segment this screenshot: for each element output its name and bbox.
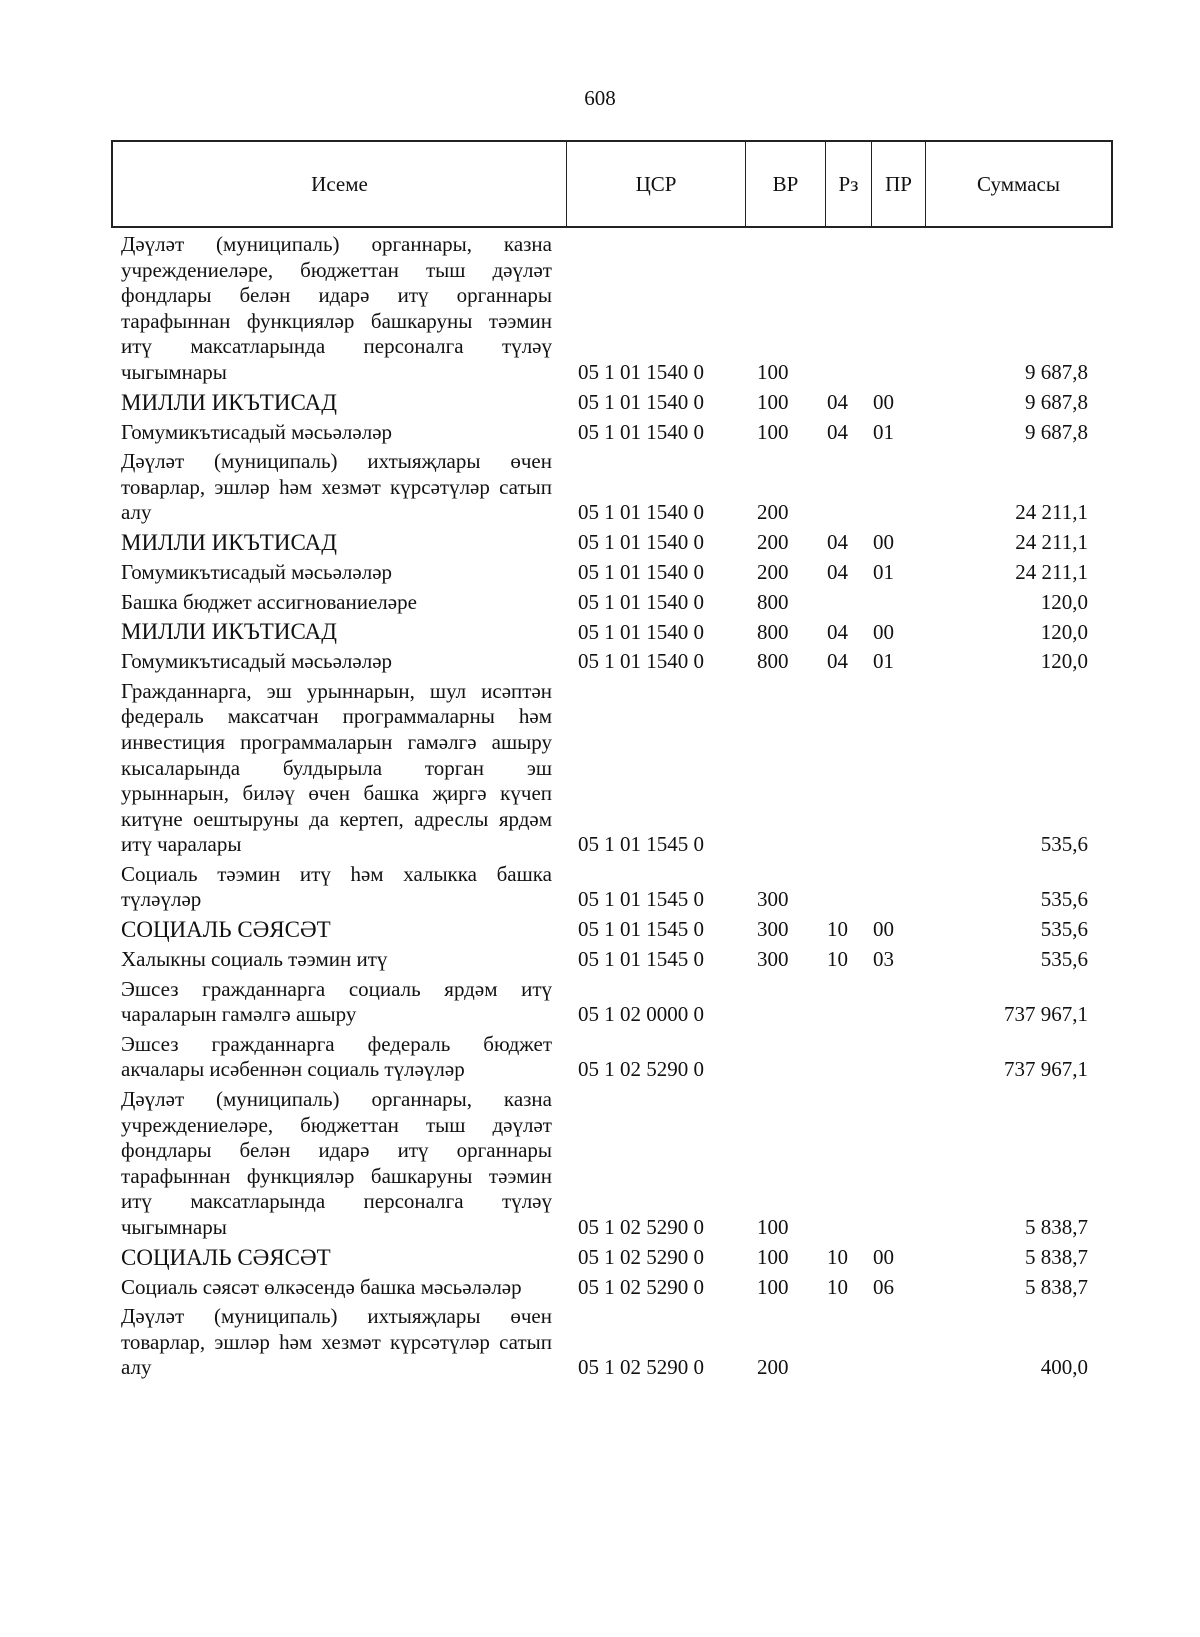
row-pr: 03: [873, 947, 894, 972]
table-row: [0, 1083, 1200, 1241]
row-vr: 200: [757, 1355, 789, 1380]
row-name: Гражданнарга, эш урыннарын, шул исәптән федераль максатчан программаларны һәм инвестиция программаларын гамәлгә ашыру кысаларында булдырыла торган эш урыннарын, биләү өчен башка җиргә күчеп китүне оештыруны да кертеп, адреслы ярдәм итү чаралары: [121, 678, 552, 857]
table-row: [0, 386, 1200, 416]
row-name: Эшсез гражданнарга социаль ярдәм итү чараларын гамәлгә ашыру: [121, 976, 552, 1027]
row-rz: 04: [827, 619, 848, 644]
row-pr: 00: [873, 917, 894, 942]
row-rz: 04: [827, 559, 848, 584]
header-name: Исеме: [113, 142, 567, 226]
header-rz: Рз: [826, 142, 872, 226]
row-pr: 01: [873, 419, 894, 444]
row-sum: 9 687,8: [1025, 419, 1088, 444]
table-row: [0, 586, 1200, 616]
row-sum: 120,0: [1040, 649, 1088, 674]
row-name: СОЦИАЛЬ СӘЯСӘТ: [121, 917, 331, 943]
row-name: Башка бюджет ассигнованиеләре: [121, 589, 417, 614]
table-row: [0, 228, 1200, 386]
row-sum: 24 211,1: [1015, 559, 1088, 584]
table-row: [0, 858, 1200, 913]
row-vr: 200: [757, 500, 789, 525]
row-vr: 300: [757, 917, 789, 942]
row-name: Халыкны социаль тәэмин итү: [121, 947, 388, 972]
row-sum: 24 211,1: [1015, 500, 1088, 525]
table-header: [111, 140, 1113, 228]
table-row: [0, 526, 1200, 556]
row-name: Эшсез гражданнарга федераль бюджет акчалары исәбеннән социаль түләүләр: [121, 1031, 552, 1082]
row-rz: 10: [827, 917, 848, 942]
row-vr: 100: [757, 419, 789, 444]
row-vr: 100: [757, 1245, 789, 1269]
row-csr: 05 1 02 5290 0: [578, 1215, 704, 1239]
row-csr: 05 1 01 1540 0: [578, 530, 704, 555]
row-rz: 04: [827, 649, 848, 674]
row-sum: 737 967,1: [1004, 1057, 1088, 1082]
row-pr: 01: [873, 649, 894, 674]
row-vr: 100: [757, 1274, 789, 1299]
row-pr: 00: [873, 1245, 894, 1269]
table-row: [0, 675, 1200, 858]
row-sum: 535,6: [1040, 832, 1088, 857]
table-row: [0, 645, 1200, 675]
row-pr: 00: [873, 619, 894, 644]
row-name: Гомумикътисадый мәсьәләләр: [121, 419, 393, 444]
row-sum: 5 838,7: [1025, 1274, 1088, 1299]
header-sum: Суммасы: [977, 171, 1060, 196]
row-sum: 535,6: [1040, 947, 1088, 972]
table-body: [0, 228, 1200, 1381]
row-vr: 300: [757, 947, 789, 972]
row-name: Дәүләт (муниципаль) ихтыяҗлары өчен товарлар, эшләр һәм хезмәт күрсәтүләр сатып алу: [121, 449, 552, 525]
table-row: [0, 416, 1200, 446]
row-name: СОЦИАЛЬ СӘЯСӘТ: [121, 1244, 331, 1270]
row-csr: 05 1 02 5290 0: [578, 1245, 704, 1269]
row-sum: 9 687,8: [1025, 389, 1088, 414]
row-pr: 00: [873, 389, 894, 414]
row-csr: 05 1 01 1545 0: [578, 832, 704, 857]
row-rz: 04: [827, 389, 848, 414]
row-pr: 06: [873, 1274, 894, 1299]
row-name: Дәүләт (муниципаль) органнары, казна учреждениеләре, бюджеттан тыш дәүләт фондлары белән идарә итү органнары тарафыннан функцияләр башкаруны тәэмин итү максатларында персоналга түләү чыгымнары: [121, 232, 552, 384]
row-csr: 05 1 01 1540 0: [578, 500, 704, 525]
row-sum: 737 967,1: [1004, 1002, 1088, 1027]
row-name: Социаль тәэмин итү һәм халыкка башка түләүләр: [121, 861, 552, 912]
row-csr: 05 1 01 1540 0: [578, 389, 704, 414]
row-vr: 100: [757, 389, 789, 414]
table-row: [0, 445, 1200, 526]
row-csr: 05 1 01 1540 0: [578, 359, 704, 384]
row-sum: 535,6: [1040, 887, 1088, 912]
table-row: [0, 1028, 1200, 1083]
table-row: [0, 615, 1200, 645]
table-row: [0, 1300, 1200, 1381]
row-name: МИЛЛИ ИКЪТИСАД: [121, 389, 337, 415]
row-name: Дәүләт (муниципаль) органнары, казна учреждениеләре, бюджеттан тыш дәүләт фондлары белән идарә итү органнары тарафыннан функцияләр башкаруны тәэмин итү максатларында персоналга түләү чыгымнары: [121, 1087, 552, 1239]
row-name: Гомумикътисадый мәсьәләләр: [121, 559, 393, 584]
row-rz: 10: [827, 947, 848, 972]
row-sum: 9 687,8: [1025, 359, 1088, 384]
row-sum: 5 838,7: [1025, 1215, 1088, 1239]
row-sum: 24 211,1: [1015, 530, 1088, 555]
row-csr: 05 1 02 5290 0: [578, 1274, 704, 1299]
page-number: 608: [584, 86, 616, 110]
row-csr: 05 1 01 1545 0: [578, 947, 704, 972]
row-name: Социаль сәясәт өлкәсендә башка мәсьәләләр: [121, 1274, 522, 1299]
row-name: МИЛЛИ ИКЪТИСАД: [121, 619, 337, 645]
row-sum: 120,0: [1040, 589, 1088, 614]
row-rz: 10: [827, 1274, 848, 1299]
header-csr: ЦСР: [567, 142, 746, 226]
row-csr: 05 1 02 5290 0: [578, 1355, 704, 1380]
table-row: [0, 1241, 1200, 1271]
row-pr: 00: [873, 530, 894, 555]
row-csr: 05 1 02 0000 0: [578, 1002, 704, 1027]
row-vr: 800: [757, 589, 789, 614]
header-pr: ПР: [872, 142, 926, 226]
row-csr: 05 1 01 1540 0: [578, 559, 704, 584]
row-csr: 05 1 01 1545 0: [578, 887, 704, 912]
row-rz: 04: [827, 530, 848, 555]
header-vr: ВР: [746, 142, 826, 226]
table-row: [0, 556, 1200, 586]
row-pr: 01: [873, 559, 894, 584]
table-row: [0, 1271, 1200, 1301]
table-row: [0, 913, 1200, 943]
row-vr: 800: [757, 649, 789, 674]
row-vr: 800: [757, 619, 789, 644]
row-vr: 200: [757, 559, 789, 584]
row-name: Дәүләт (муниципаль) ихтыяҗлары өчен товарлар, эшләр һәм хезмәт күрсәтүләр сатып алу: [121, 1304, 552, 1380]
row-csr: 05 1 01 1540 0: [578, 419, 704, 444]
row-vr: 100: [757, 1215, 789, 1239]
row-name: Гомумикътисадый мәсьәләләр: [121, 649, 393, 674]
row-csr: 05 1 02 5290 0: [578, 1057, 704, 1082]
row-csr: 05 1 01 1540 0: [578, 649, 704, 674]
row-sum: 400,0: [1040, 1355, 1088, 1380]
row-name: МИЛЛИ ИКЪТИСАД: [121, 529, 337, 555]
row-csr: 05 1 01 1545 0: [578, 917, 704, 942]
table-row: [0, 943, 1200, 973]
row-sum: 5 838,7: [1025, 1245, 1088, 1269]
row-sum: 535,6: [1040, 917, 1088, 942]
row-vr: 200: [757, 530, 789, 555]
table-row: [0, 973, 1200, 1028]
row-csr: 05 1 01 1540 0: [578, 589, 704, 614]
row-sum: 120,0: [1040, 619, 1088, 644]
row-rz: 04: [827, 419, 848, 444]
row-vr: 300: [757, 887, 789, 912]
row-vr: 100: [757, 359, 789, 384]
row-csr: 05 1 01 1540 0: [578, 619, 704, 644]
row-rz: 10: [827, 1245, 848, 1269]
